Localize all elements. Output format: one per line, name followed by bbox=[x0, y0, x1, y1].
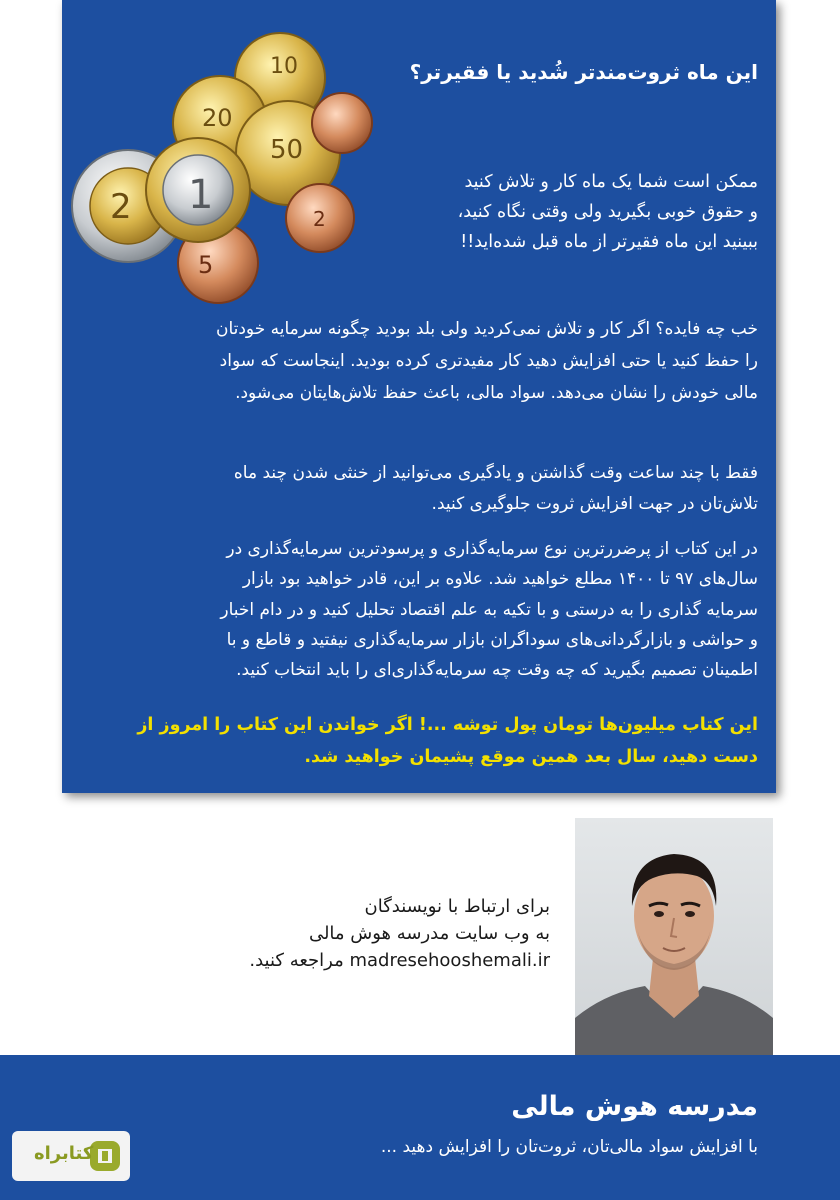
svg-text:10: 10 bbox=[270, 54, 298, 79]
paragraph-line: فقط با چند ساعت وقت گذاشتن و یادگیری می‌توانید از خنثی شدن چند ماه bbox=[233, 463, 758, 483]
svg-text:20: 20 bbox=[202, 104, 233, 132]
paragraph-line: خب چه فایده؟ اگر کار و تلاش نمی‌کردید ولی بلد بودید چگونه سرمایه خودتان bbox=[215, 319, 758, 339]
contact-line: به وب سایت مدرسه هوش مالی bbox=[308, 923, 550, 944]
svg-text:1: 1 bbox=[188, 172, 214, 218]
intro-line: ممکن است شما یک ماه کار و تلاش کنید bbox=[464, 172, 758, 192]
paragraph-line: را حفظ کنید یا حتی افزایش دهید کار مفیدتری کرده بودید. اینجاست که سواد bbox=[219, 351, 758, 371]
coin-1-cent bbox=[312, 93, 372, 153]
coin-1-euro bbox=[146, 138, 250, 242]
svg-text:2: 2 bbox=[110, 187, 132, 227]
footer-subtitle: با افزایش سواد مالی‌تان، ثروت‌تان را افزایش دهید ... bbox=[380, 1137, 758, 1157]
intro-text bbox=[458, 167, 758, 257]
svg-text:50: 50 bbox=[270, 135, 304, 165]
highlight-text bbox=[137, 709, 758, 773]
paragraph-line: مالی خودش را نشان می‌دهد. سواد مالی، باعث حفظ تلاش‌هایتان می‌شود. bbox=[235, 383, 758, 403]
paragraph-2 bbox=[234, 458, 758, 520]
panel-title: این ماه ثروت‌مندتر شُدید یا فقیرتر؟ bbox=[409, 60, 758, 84]
paragraph-line: و حواشی و بازارگردانی‌های سوداگران بازار سرمایه‌گذاری نیفتید و قاطع و با bbox=[226, 629, 758, 650]
highlight-line: این کتاب میلیون‌ها تومان پول توشه ...! اگر خواندن این کتاب را امروز از bbox=[137, 715, 758, 735]
author-photo bbox=[575, 818, 773, 1056]
ketabrah-watermark bbox=[12, 1131, 130, 1181]
svg-text:5: 5 bbox=[198, 251, 214, 279]
contact-info bbox=[249, 893, 550, 974]
contact-website-line: madresehooshemali.ir مراجعه کنید. bbox=[249, 950, 550, 971]
coin-2-cent-right bbox=[286, 184, 354, 252]
intro-line: ببینید این ماه فقیرتر از ماه قبل شده‌اید!! bbox=[460, 232, 758, 252]
paragraph-1 bbox=[216, 313, 758, 409]
svg-text:2: 2 bbox=[313, 207, 326, 231]
paragraph-line: تلاش‌تان در جهت افزایش ثروت جلوگیری کنید. bbox=[431, 494, 758, 514]
paragraph-line: سال‌های ۹۷ تا ۱۴۰۰ مطلع خواهید شد. علاوه بر این، قادر خواهید بود بازار bbox=[242, 569, 758, 590]
contact-line: برای ارتباط با نویسندگان bbox=[364, 896, 550, 917]
ketabrah-text: کتابراه bbox=[34, 1143, 94, 1164]
paragraph-3 bbox=[220, 534, 758, 685]
highlight-line: دست دهید، سال بعد همین موقع پشیمان خواهید شد. bbox=[304, 747, 758, 767]
paragraph-line: سرمایه گذاری را به درستی و با تکیه به علم اقتصاد تحلیل کنید و در دام اخبار bbox=[220, 599, 758, 620]
footer-title: مدرسه هوش مالی bbox=[511, 1091, 758, 1122]
intro-line: و حقوق خوبی بگیرید ولی وقتی نگاه کنید، bbox=[457, 202, 758, 222]
euro-coins-illustration bbox=[70, 18, 390, 308]
paragraph-line: در این کتاب از پرضررترین نوع سرمایه‌گذاری و پرسودترین سرمایه‌گذاری در bbox=[226, 539, 758, 559]
paragraph-line: اطمینان تصمیم بگیرید که چه وقت چه سرمایه‌گذاری‌ای را باید انتخاب کنید. bbox=[236, 660, 758, 681]
